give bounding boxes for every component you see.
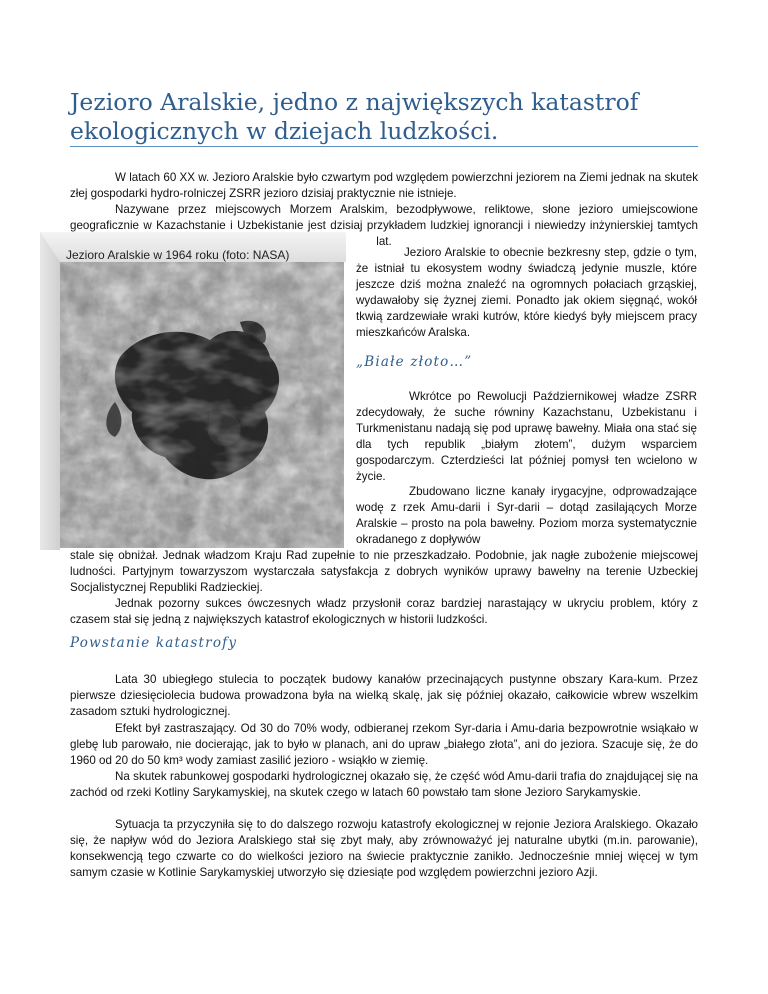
- paragraph-catastrophe-4: Sytuacja ta przyczyniła się to do dalszego rozwoju katastrofy ekologicznej w rejonie Jeziora Aralskiego. Okazało się, że napływ wód do Jeziora Aralskiego stał się zbyt mały, aby zrównoważyć jej naturalne ubytki (m.in. parowanie), konsekwencją tego czwarte co do wielkości jezioro na świecie praktycznie zanikło. Jednocześnie mniej więcej w tym samym czasie w Kotlinie Sarykamyskiej utworzyło się dziesiąte pod względem powierzchni jezioro Azji.: [70, 818, 698, 879]
- photo-bevel-side: [40, 232, 60, 550]
- paragraph-intro-1: W latach 60 XX w. Jezioro Aralskie było czwartym pod względem powierzchni jeziorem na Ziemi jednak na skutek złej gospodarki hydro-rolniczej ZSRR jezioro dzisiaj praktycznie nie istnieje.: [70, 171, 698, 200]
- subheading-white-gold: „Białe złoto…”: [356, 354, 473, 370]
- photo-frame: [40, 232, 346, 550]
- satellite-photo-image: [60, 262, 344, 548]
- title-underline: [70, 146, 698, 147]
- satellite-photo: [60, 262, 344, 548]
- subheading-catastrophe: Powstanie katastrofy: [70, 635, 238, 651]
- paragraph-catastrophe-1: Lata 30 ubiegłego stulecia to początek budowy kanałów przecinających pustynne obszary Kara-kum. Przez pierwsze dziesięciolecia budowa prowadzona była na wielką skalę, jak się później okazało, całkowicie wbrew wszelkim zasadom sztuki hydrologicznej.: [70, 673, 698, 718]
- paragraph-white-gold-3: stale się obniżał. Jednak władzom Kraju Rad zupełnie to nie przeszkadzało. Podobnie, jak nagłe zubożenie miejscowej ludności. Partyjnym towarzyszom wystarczała satysfakcja z dobrych wyników uprawy bawełny na terenie Uzbeckiej Socjalistycznej Republiki Radzieckiej.: [70, 549, 698, 594]
- paragraph-catastrophe-3: Na skutek rabunkowej gospodarki hydrologicznej okazało się, że część wód Amu-darii trafia do znajdującej się na zachód od rzeki Kotliny Sarykamyskiej, na skutek czego w latach 60 powstało tam słone Jezioro Sarykamyskie.: [70, 770, 698, 799]
- paragraph-white-gold-4: Jednak pozorny sukces ówczesnych władz przysłonił coraz bardziej narastający w ukryciu problem, który z czasem stał się jedną z największych katastrof ekologicznych w historii ludzkości.: [70, 597, 698, 626]
- paragraph-white-gold-1: Wkrótce po Rewolucji Październikowej władze ZSRR zdecydowały, że suche równiny Kazachstanu, Uzbekistanu i Turkmenistanu nadają się pod uprawę bawełny. Miała ona stać się dla tych republik „białym złotem”, dużym wsparciem gospodarczym. Czterdzieści lat później pomysł ten wcielono w życie.: [356, 390, 697, 483]
- paragraph-intro-3: Jezioro Aralskie to obecnie bezkresny step, gdzie o tym, że istniał tu ekosystem wodny świadczą jedynie muszle, które jeszcze dziś można znaleźć na ogromnych połaciach grząskiej, wydawałoby się żyznej ziemi. Ponadto jak okiem sięgnąć, wokół tkwią zardzewiałe wraki kutrów, które kiedyś były miejscem pracy mieszkańców Aralska.: [356, 246, 697, 339]
- page-title: Jezioro Aralskie, jedno z największych katastrof ekologicznych w dziejach ludzkości.: [70, 88, 639, 145]
- paragraph-catastrophe-2: Efekt był zastraszający. Od 30 do 70% wody, odbieranej rzekom Syr-daria i Amu-daria bezpowrotnie wsiąkało w glebę lub parowało, nie docierając, jak to było w planach, ani do upraw „białego złota”, ani do jeziora. Szacuje się, że do 1960 od 20 do 50 km³ wody zamiast zasilić jezioro - wsiąkło w ziemię.: [70, 722, 698, 767]
- paragraph-intro-2: Nazywane przez miejscowych Morzem Aralskim, bezodpływowe, reliktowe, słone jezioro umiejscowione geograficznie w Kazachstanie i Uzbekistanie jest dzisiaj przykładem ludzkiej ignorancji i niewiedzy inżynierskiej tamtych lat.: [70, 203, 698, 248]
- photo-caption: Jezioro Aralskie w 1964 roku (foto: NASA): [66, 248, 290, 262]
- paragraph-white-gold-2: Zbudowano liczne kanały irygacyjne, odprowadzające wodę z rzek Amu-darii i Syr-darii – dotąd zasilających Morze Aralskie – prosto na pola bawełny. Poziom morza systematycznie okradanego z dopływów: [356, 485, 697, 546]
